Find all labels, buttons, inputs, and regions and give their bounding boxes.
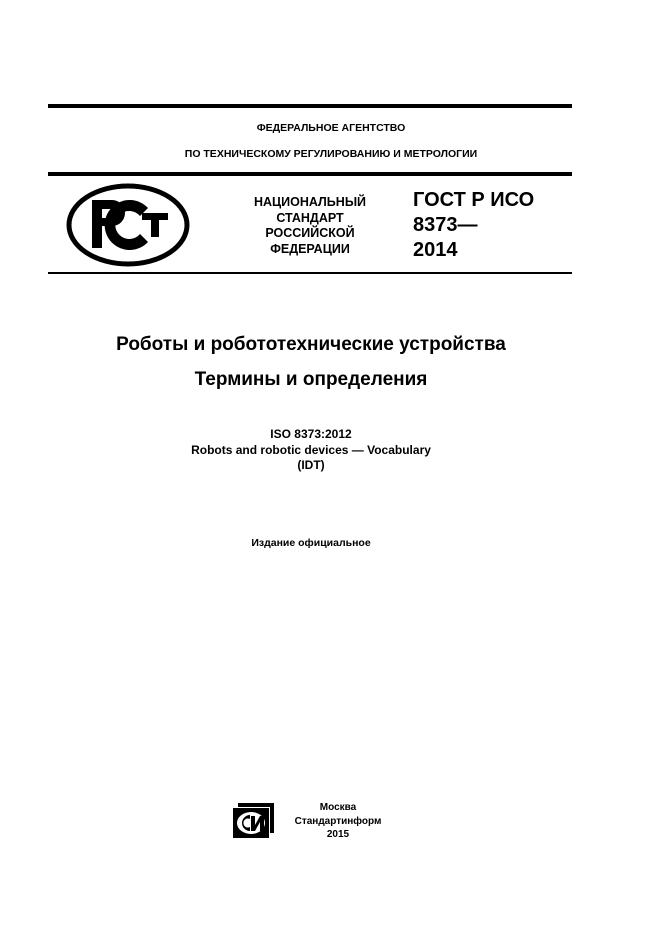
publisher-name: Стандартинформ — [294, 815, 382, 827]
standartinform-logo-icon — [233, 803, 277, 839]
natstd-line-4: ФЕДЕРАЦИИ — [270, 241, 350, 256]
agency-line-1: ФЕДЕРАЛЬНОЕ АГЕНТСТВО — [256, 122, 406, 134]
natstd-line-1: НАЦИОНАЛЬНЫЙ — [253, 195, 367, 209]
header-bottom-rule — [48, 272, 572, 274]
natstd-line-2: СТАНДАРТ — [276, 210, 344, 225]
iso-reference — [0, 427, 642, 474]
publisher-info — [290, 801, 386, 842]
document-subtitle: Термины и определения — [194, 369, 428, 390]
standartinform-logo-svg — [233, 803, 277, 839]
iso-degree: (IDT) — [297, 458, 325, 472]
natstd-line-3: РОССИЙСКОЙ — [265, 226, 355, 240]
document-title: Роботы и робототехнические устройства — [116, 334, 506, 355]
standard-designation — [413, 188, 573, 263]
top-rule — [48, 104, 572, 108]
publisher-city: Москва — [319, 802, 357, 813]
iso-english-title: Robots and robotic devices — Vocabulary — [191, 442, 431, 457]
designation-line-1: ГОСТ Р ИСО — [413, 189, 535, 211]
publisher-year: 2015 — [326, 829, 350, 840]
iso-code: ISO 8373:2012 — [270, 427, 352, 441]
designation-line-3: 2014 — [413, 239, 458, 261]
official-edition: Издание официальное — [251, 537, 371, 549]
rst-logo-icon — [66, 182, 194, 268]
header-rule — [48, 172, 572, 176]
designation-line-2: 8373— — [413, 214, 478, 236]
national-standard-label — [240, 195, 380, 257]
agency-line-2: ПО ТЕХНИЧЕСКОМУ РЕГУЛИРОВАНИЮ И МЕТРОЛОГИИ — [184, 148, 478, 160]
rst-logo-svg — [66, 182, 194, 268]
